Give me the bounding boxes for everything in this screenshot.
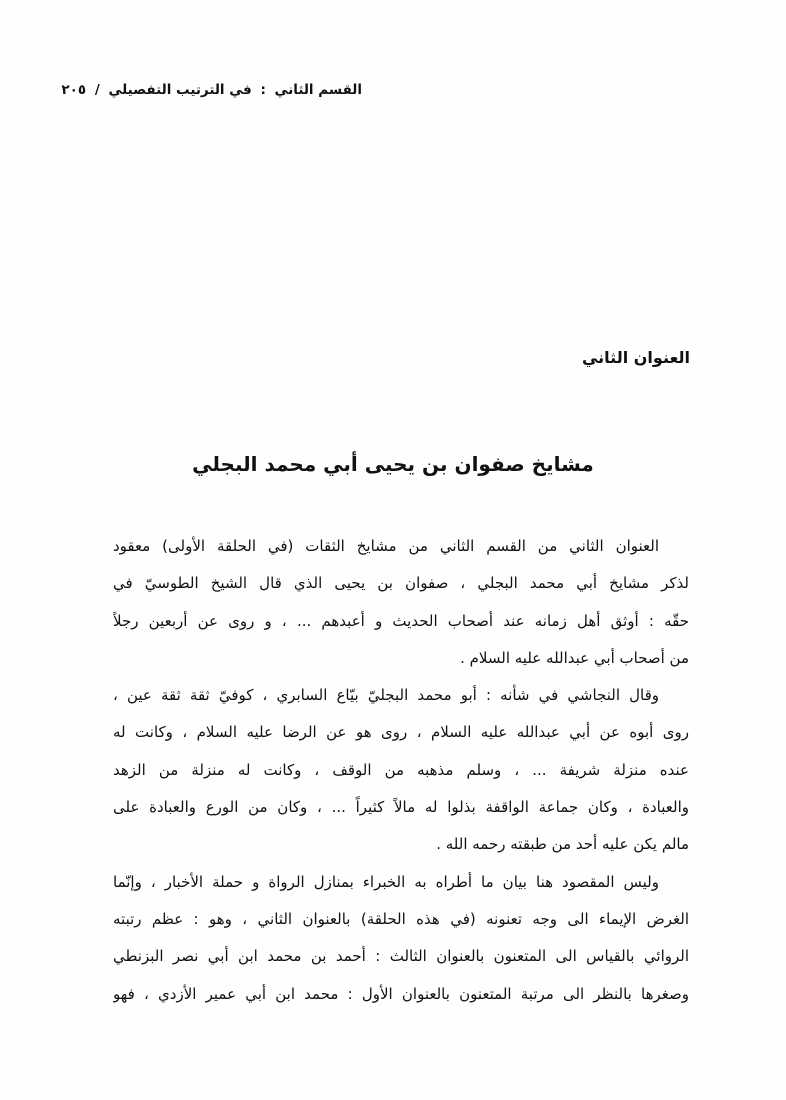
text-line: الروائي بالقياس الى المتعنون بالعنوان الثالث : أحمد بن محمد ابن أبي نصر البزنطي xyxy=(113,947,689,966)
text-line: وصغرها بالنظر الى مرتبة المتعنون بالعنوان الأول : محمد ابن أبي عمير الأزدي ، فهو xyxy=(113,984,689,1003)
section-heading: العنوان الثاني xyxy=(581,348,690,367)
header-subsection: في الترتيب التفصيلي xyxy=(108,82,252,98)
text-line: مالم يكن عليه أحد من طبقته رحمه الله . xyxy=(436,835,689,854)
paragraph-3 xyxy=(113,864,689,1013)
text-line: لذكر مشايخ أبي محمد البجلي ، صفوان بن يحيى الذي قال الشيخ الطوسيّ في xyxy=(113,574,689,593)
text-line: عنده منزلة شريفة ... ، وسلم مذهبه من الوقف ، وكانت له منزلة من الزهد xyxy=(113,760,689,779)
text-line: الغرض الإيماء الى وجه تعنونه (في هذه الحلقة) بالعنوان الثاني ، وهو : عظم رتبته xyxy=(113,909,689,928)
text-line: العنوان الثاني من القسم الثاني من مشايخ الثقات (في الحلقة الأولى) معقود xyxy=(113,537,659,555)
text-line: والعبادة ، وكان جماعة الواقفة بذلوا له مالاً كثيراً ... ، وكان من الورع والعبادة على xyxy=(113,798,689,817)
text-line: حقّه : أوثق أهل زمانه عند أصحاب الحديث و أعبدهم ... ، و روى عن أربعين رجلاً xyxy=(113,611,689,630)
text-line: وقال النجاشي في شأنه : أبو محمد البجليّ بيّاع السابري ، كوفيّ ثقة ثقة عين ، xyxy=(113,686,659,705)
text-line: وليس المقصود هنا بيان ما أطراه به الخبراء بمنازل الرواة و حملة الأخبار ، وإنّما xyxy=(113,872,659,891)
text-line: من أصحاب أبي عبدالله عليه السلام . xyxy=(460,648,689,667)
header-slash: / xyxy=(94,82,100,98)
header-colon: : xyxy=(260,82,266,98)
text-line: روى أبوه عن أبي عبدالله عليه السلام ، روى هو عن الرضا عليه السلام ، وكانت له xyxy=(113,723,689,742)
paragraph-1 xyxy=(113,528,689,677)
paragraph-2 xyxy=(113,677,689,863)
body-text xyxy=(113,528,689,1013)
chapter-title: مشايخ صفوان بن يحيى أبي محمد البجلي xyxy=(192,452,594,476)
running-header xyxy=(61,82,362,98)
header-section: القسم الثاني xyxy=(274,82,362,98)
page-number: ٢٠٥ xyxy=(61,82,87,98)
